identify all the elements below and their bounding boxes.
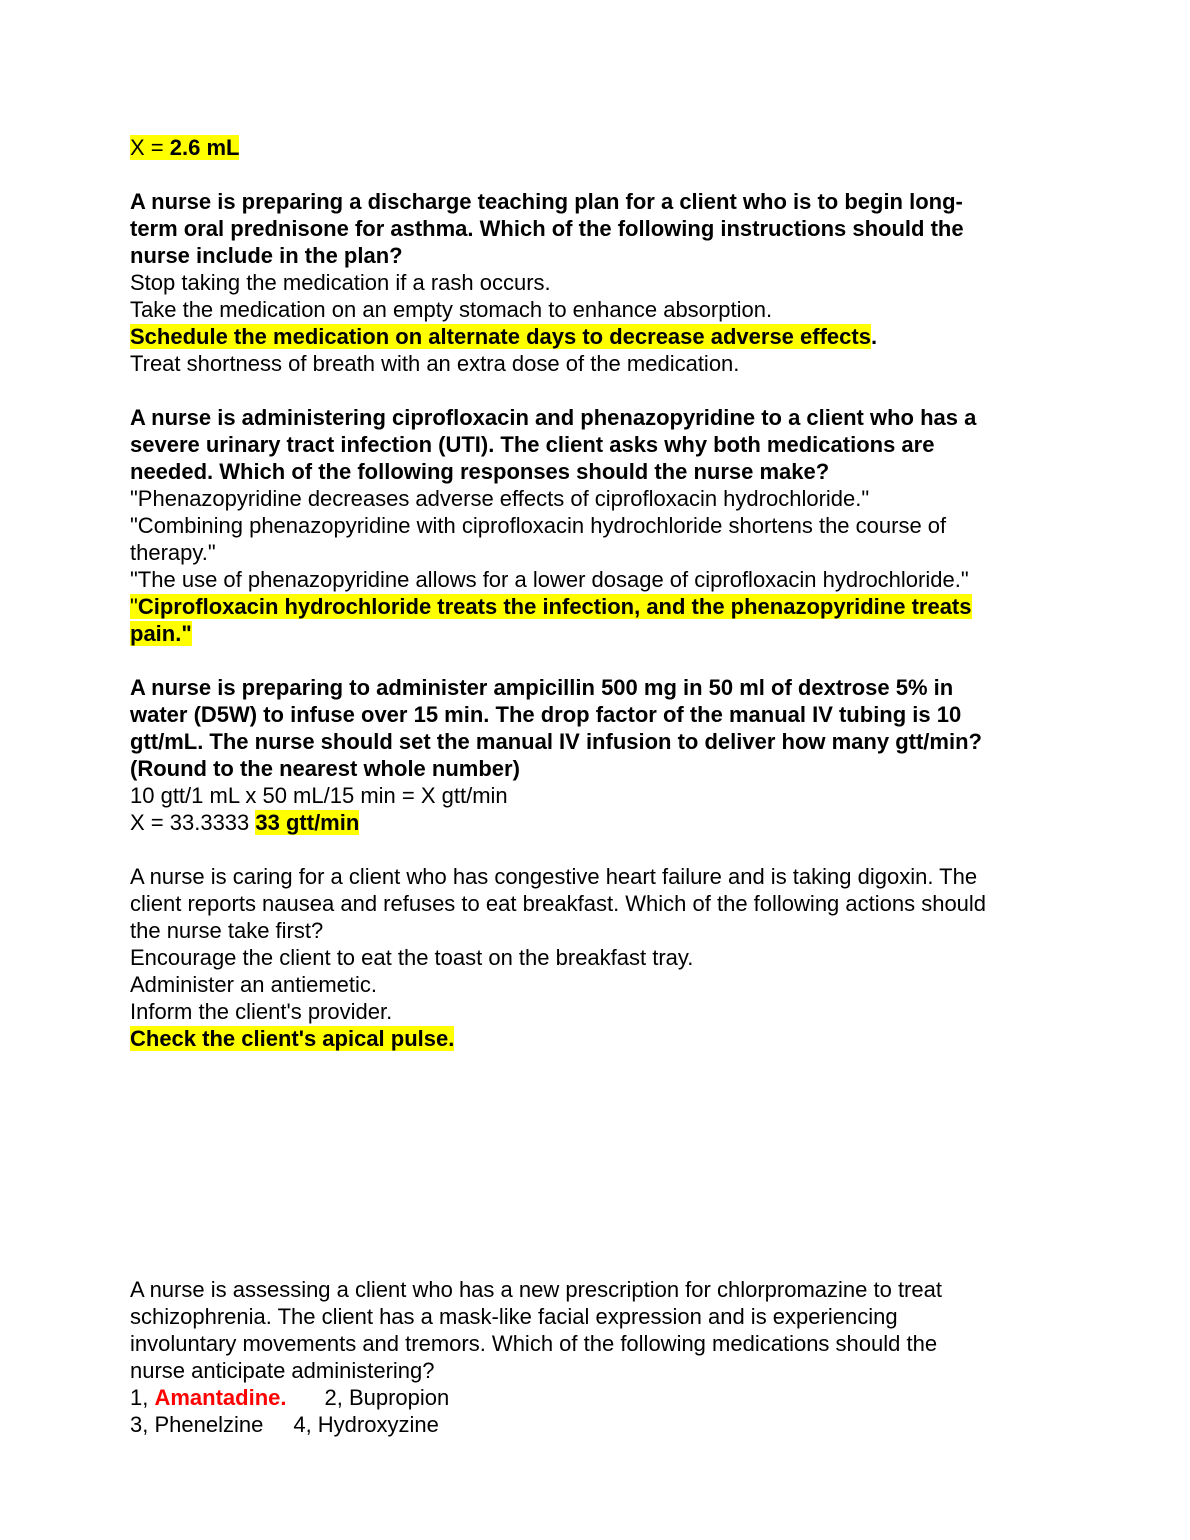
correct-answer-text: Ciprofloxacin hydrochloride treats the infection, and the phenazopyridine treats: [137, 594, 972, 619]
question-text-line: client reports nausea and refuses to eat breakfast. Which of the following actions should: [130, 891, 987, 916]
correct-answer-option-continued: [130, 620, 1060, 647]
answer-option-continued: therapy.": [130, 540, 216, 565]
opening-quote: ": [130, 594, 138, 619]
correct-answer-highlight: 33 gtt/min: [255, 810, 360, 835]
answer-option: "Phenazopyridine decreases adverse effects of ciprofloxacin hydrochloride.": [130, 486, 870, 511]
option-number: 1,: [130, 1385, 155, 1410]
question-text-line: A nurse is preparing to administer ampicillin 500 mg in 50 ml of dextrose 5% in: [130, 675, 954, 700]
answer-option: 3, Phenelzine: [130, 1412, 264, 1437]
question-text-line: severe urinary tract infection (UTI). The client asks why both medications are: [130, 432, 935, 457]
correct-answer-option: [130, 323, 1060, 350]
question-chlorpromazine: [130, 1276, 1060, 1438]
answer-option: Inform the client's provider.: [130, 999, 393, 1024]
answer-option: Take the medication on an empty stomach to enhance absorption.: [130, 297, 773, 322]
question-ciprofloxacin: [130, 404, 1060, 647]
question-ampicillin: [130, 674, 1060, 836]
answer-prefix: X =: [130, 135, 170, 160]
question-digoxin: [130, 863, 1060, 1052]
question-text-line: water (D5W) to infuse over 15 min. The drop factor of the manual IV tubing is 10: [130, 702, 962, 727]
question-text-line: needed. Which of the following responses should the nurse make?: [130, 459, 830, 484]
answer-option: Stop taking the medication if a rash occurs.: [130, 270, 551, 295]
answer-option: "Combining phenazopyridine with ciprofloxacin hydrochloride shortens the course of: [130, 513, 947, 538]
correct-answer-highlight: Schedule the medication on alternate days to decrease adverse effects: [130, 324, 871, 349]
question-text-line: the nurse take first?: [130, 918, 324, 943]
question-text-line: A nurse is caring for a client who has congestive heart failure and is taking digoxin. The: [130, 864, 978, 889]
previous-answer-highlight: [130, 135, 239, 160]
answer-option: "The use of phenazopyridine allows for a lower dosage of ciprofloxacin hydrochloride.": [130, 567, 969, 592]
correct-answer-option: [130, 593, 1060, 620]
answer-option: 4, Hydroxyzine: [293, 1412, 439, 1437]
answer-option: 2, Bupropion: [324, 1385, 450, 1410]
calculation-result-line: [130, 809, 1060, 836]
correct-answer-period: .: [870, 324, 878, 349]
correct-answer-highlight: pain.": [130, 621, 192, 646]
question-text-line: schizophrenia. The client has a mask-like facial expression and is experiencing: [130, 1304, 898, 1329]
options-row: [130, 1384, 1060, 1411]
question-text-line: nurse include in the plan?: [130, 243, 403, 268]
answer-option: Administer an antiemetic.: [130, 972, 377, 997]
question-text-line: involuntary movements and tremors. Which of the following medications should the: [130, 1331, 938, 1356]
question-text-line: term oral prednisone for asthma. Which of the following instructions should the: [130, 216, 964, 241]
calculation-result: X = 33.3333: [130, 810, 256, 835]
question-text-line: (Round to the nearest whole number): [130, 756, 520, 781]
question-text-line: A nurse is preparing a discharge teaching plan for a client who is to begin long-: [130, 189, 963, 214]
answer-option: Treat shortness of breath with an extra dose of the medication.: [130, 351, 740, 376]
correct-answer-option: [130, 1025, 1060, 1052]
document-page: [130, 134, 1060, 1438]
answer-value: 2.6 mL: [169, 135, 240, 160]
question-prednisone: [130, 188, 1060, 377]
question-text-line: gtt/mL. The nurse should set the manual IV infusion to deliver how many gtt/min?: [130, 729, 982, 754]
question-text-line: nurse anticipate administering?: [130, 1358, 435, 1383]
question-text-line: A nurse is assessing a client who has a new prescription for chlorpromazine to treat: [130, 1277, 942, 1302]
question-text-line: A nurse is administering ciprofloxacin and phenazopyridine to a client who has a: [130, 405, 977, 430]
correct-answer-highlight: [130, 594, 972, 619]
previous-answer-line: [130, 134, 1060, 161]
correct-answer-highlight: Check the client's apical pulse.: [130, 1026, 455, 1051]
calculation-line: 10 gtt/1 mL x 50 mL/15 min = X gtt/min: [130, 783, 508, 808]
correct-answer-option: Amantadine.: [154, 1385, 287, 1410]
answer-option: Encourage the client to eat the toast on the breakfast tray.: [130, 945, 694, 970]
options-row: [130, 1411, 1060, 1438]
